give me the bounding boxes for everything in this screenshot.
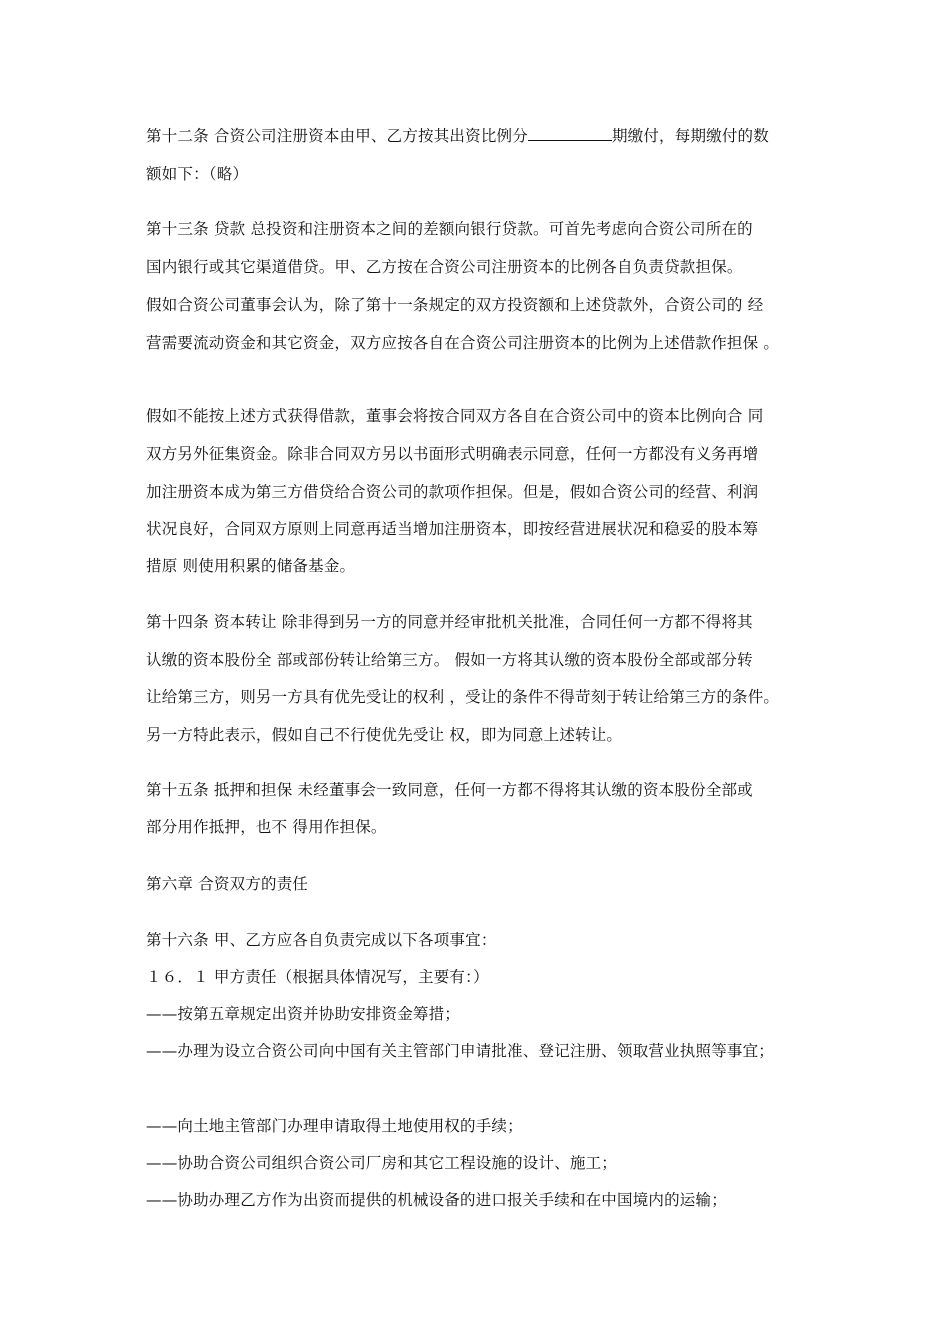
duty-list-item: ——办理为设立合资公司向中国有关主管部门申请批准、登记注册、领取营业执照等事宜； <box>146 1042 775 1060</box>
chapter-6-heading: 第六章 合资双方的责任 <box>146 875 309 893</box>
article-13-line-3: 假如合资公司董事会认为，除了第十一条规定的双方投资额和上述贷款外，合资公司的 经 <box>146 296 764 314</box>
borrow-paragraph-line-4: 状况良好，合同双方原则上同意再适当增加注册资本，即按经营进展状况和稳妥的股本筹 <box>146 520 759 538</box>
article-13-line-4: 营需要流动资金和其它资金，双方应按各自在合资公司注册资本的比例为上述借款作担保 。 <box>146 334 780 352</box>
borrow-paragraph-line-2: 双方另外征集资金。除非合同双方另以书面形式明确表示同意，任何一方都没有义务再增 <box>146 445 759 463</box>
article-12-line-2: 额如下：（略） <box>146 165 249 183</box>
duty-list-item: ——按第五章规定出资并协助安排资金筹措； <box>146 1005 461 1023</box>
fill-in-blank <box>528 126 612 141</box>
duty-list-item: ——向土地主管部门办理申请取得土地使用权的手续； <box>146 1117 523 1135</box>
article-12-text-before-blank: 第十二条 合资公司注册资本由甲、乙方按其出资比例分 <box>146 127 528 145</box>
article-12-text-after-blank: 期缴付，每期缴付的数 <box>611 127 769 145</box>
article-14-line-1: 第十四条 资本转让 除非得到另一方的同意并经审批机关批准，合同任何一方都不得将其 <box>146 613 753 631</box>
article-14-line-2: 认缴的资本股份全 部或部份转让给第三方。 假如一方将其认缴的资本股份全部或部分转 <box>146 651 753 669</box>
article-12-line-1 <box>146 126 769 146</box>
article-15-line-2: 部分用作抵押，也不 得用作担保。 <box>146 818 387 836</box>
duty-list-item: ——协助合资公司组织合资公司厂房和其它工程设施的设计、施工； <box>146 1154 618 1172</box>
article-16-line-2: １６．１ 甲方责任（根据具体情况写，主要有：） <box>146 968 489 986</box>
borrow-paragraph-line-1: 假如不能按上述方式获得借款，董事会将按合同双方各自在合资公司中的资本比例向合 同 <box>146 407 764 425</box>
borrow-paragraph-line-5: 措原 则使用积累的储备基金。 <box>146 557 356 575</box>
article-14-line-4: 另一方特此表示，假如自己不行使优先受让 权，即为同意上述转让。 <box>146 726 623 744</box>
duty-list-item: ——协助办理乙方作为出资而提供的机械设备的进口报关手续和在中国境内的运输； <box>146 1191 727 1209</box>
article-16-line-1: 第十六条 甲、乙方应各自负责完成以下各项事宜： <box>146 931 497 949</box>
article-13-line-1: 第十三条 贷款 总投资和注册资本之间的差额向银行贷款。可首先考虑向合资公司所在的 <box>146 220 753 238</box>
article-15-line-1: 第十五条 抵押和担保 未经董事会一致同意，任何一方都不得将其认缴的资本股份全部或 <box>146 781 753 799</box>
borrow-paragraph-line-3: 加注册资本成为第三方借贷给合资公司的款项作担保。但是，假如合资公司的经营、利润 <box>146 483 759 501</box>
article-14-line-3: 让给第三方，则另一方具有优先受让的权利 ，受让的条件不得苛刻于转让给第三方的条件。 <box>146 688 780 706</box>
article-13-line-2: 国内银行或其它渠道借贷。甲、乙方按在合资公司注册资本的比例各自负责贷款担保。 <box>146 258 743 276</box>
